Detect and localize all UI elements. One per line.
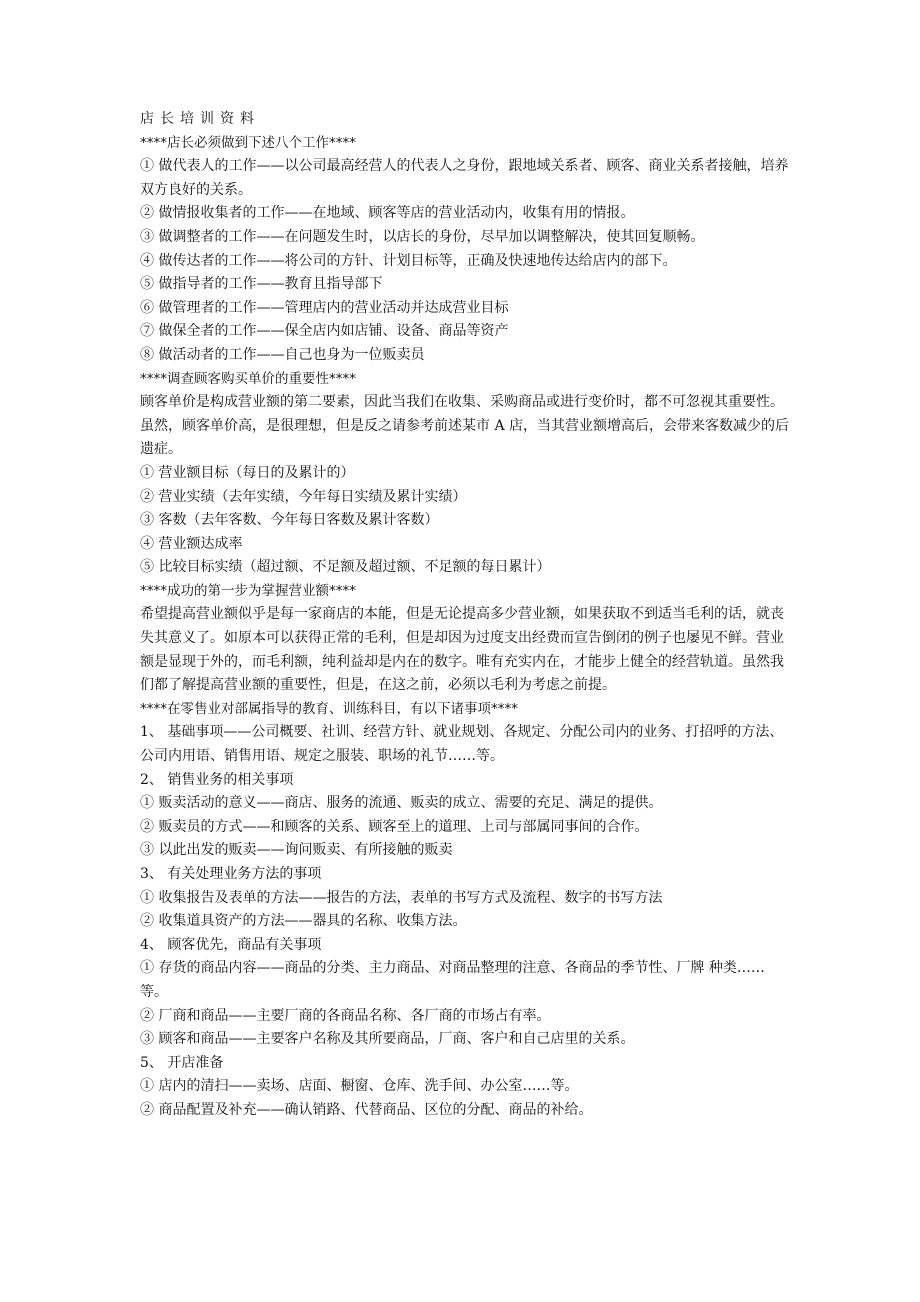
list-item: ① 贩卖活动的意义——商店、服务的流通、贩卖的成立、需要的充足、满足的提供。 xyxy=(140,795,663,812)
numbered-item: 4、 顾客优先，商品有关事项 xyxy=(140,936,322,953)
list-item: ① 收集报告及表单的方法——报告的方法，表单的书写方式及流程、数字的书写方法 xyxy=(140,889,663,906)
section-heading: ****调查顾客购买单价的重要性**** xyxy=(140,370,356,387)
list-item: ② 营业实绩（去年实绩，今年每日实绩及累计实绩） xyxy=(140,488,467,505)
section-heading: ****在零售业对部属指导的教育、训练科目，有以下诸事项**** xyxy=(140,700,518,717)
list-item: ② 贩卖员的方式——和顾客的关系、顾客至上的道理、上司与部属同事间的合作。 xyxy=(140,818,649,835)
list-item: ① 做代表人的工作——以公司最高经营人的代表人之身份，跟地域关系者、顾客、商业关系者接触，培养双方良好的关系。 xyxy=(140,158,789,198)
section-heading: ****店长必须做到下述八个工作**** xyxy=(140,134,356,151)
list-item: ④ 营业额达成率 xyxy=(140,535,243,552)
paragraph: 顾客单价是构成营业额的第二要素，因此当我们在收集、采购商品或进行变价时，都不可忽视其重要性。虽然，顾客单价高，是很理想，但是反之请参考前述某市 A 店，当其营业额增高后，会带来客数减少的后遗症。 xyxy=(140,394,790,458)
list-item: ⑤ 做指导者的工作——教育且指导部下 xyxy=(140,276,383,293)
list-item: ② 收集道具资产的方法——器具的名称、收集方法。 xyxy=(140,913,467,930)
list-item: ③ 顾客和商品——主要客户名称及其所要商品，厂商、客户和自己店里的关系。 xyxy=(140,1031,635,1048)
list-item: ① 营业额目标（每日的及累计的） xyxy=(140,464,355,481)
list-item: ⑧ 做活动者的工作——自己也身为一位贩卖员 xyxy=(140,346,425,363)
list-item: ③ 做调整者的工作——在问题发生时，以店长的身份，尽早加以调整解决，使其回复顺畅。 xyxy=(140,228,705,245)
paragraph: 希望提高营业额似乎是每一家商店的本能，但是无论提高多少营业额，如果获取不到适当毛利的话，就丧失其意义了。如原本可以获得正常的毛利，但是却因为过度支出经费而宣告倒闭的例子也屡见不鲜。营业额是显现于外的，而毛利额，纯利益却是内在的数字。唯有充实内在，才能步上健全的经营轨道。虽然我们都了解提高营业额的重要性，但是，在这之前，必须以毛利为考虑之前提。 xyxy=(140,606,784,694)
numbered-item: 2、 销售业务的相关事项 xyxy=(140,771,294,788)
list-item: ③ 以此出发的贩卖——询问贩卖、有所接触的贩卖 xyxy=(140,842,453,859)
document-title: 店长培训资料 xyxy=(140,111,260,127)
list-item: ① 店内的清扫——卖场、店面、橱窗、仓库、洗手间、办公室……等。 xyxy=(140,1078,579,1095)
list-item: ③ 客数（去年客数、今年每日客数及累计客数） xyxy=(140,512,439,529)
numbered-item: 1、 基础事项——公司概要、社训、经营方针、就业规划、各规定、分配公司内的业务、打招呼的方法、公司内用语、销售用语、规定之服装、职场的礼节……等。 xyxy=(140,724,784,765)
list-item: ① 存货的商品内容——商品的分类、主力商品、对商品整理的注意、各商品的季节性、厂牌 种类……等。 xyxy=(140,960,765,1000)
document-body xyxy=(140,108,790,1123)
numbered-item: 3、 有关处理业务方法的事项 xyxy=(140,866,322,882)
numbered-item: 5、 开店准备 xyxy=(140,1054,224,1071)
list-item: ② 厂商和商品——主要厂商的各商品名称、各厂商的市场占有率。 xyxy=(140,1007,551,1024)
list-item: ⑥ 做管理者的工作——管理店内的营业活动并达成营业目标 xyxy=(140,299,509,316)
list-item: ⑦ 做保全者的工作——保全店内如店铺、设备、商品等资产 xyxy=(140,323,509,340)
list-item: ④ 做传达者的工作——将公司的方针、计划目标等，正确及快速地传达给店内的部下。 xyxy=(140,252,677,269)
list-item: ⑤ 比较目标实绩（超过额、不足额及超过额、不足额的每日累计） xyxy=(140,559,551,576)
list-item: ② 做情报收集者的工作——在地域、顾客等店的营业活动内，收集有用的情报。 xyxy=(140,205,635,222)
section-heading: ****成功的第一步为掌握营业额**** xyxy=(140,582,356,599)
list-item: ② 商品配置及补充——确认销路、代替商品、区位的分配、商品的补给。 xyxy=(140,1101,593,1118)
